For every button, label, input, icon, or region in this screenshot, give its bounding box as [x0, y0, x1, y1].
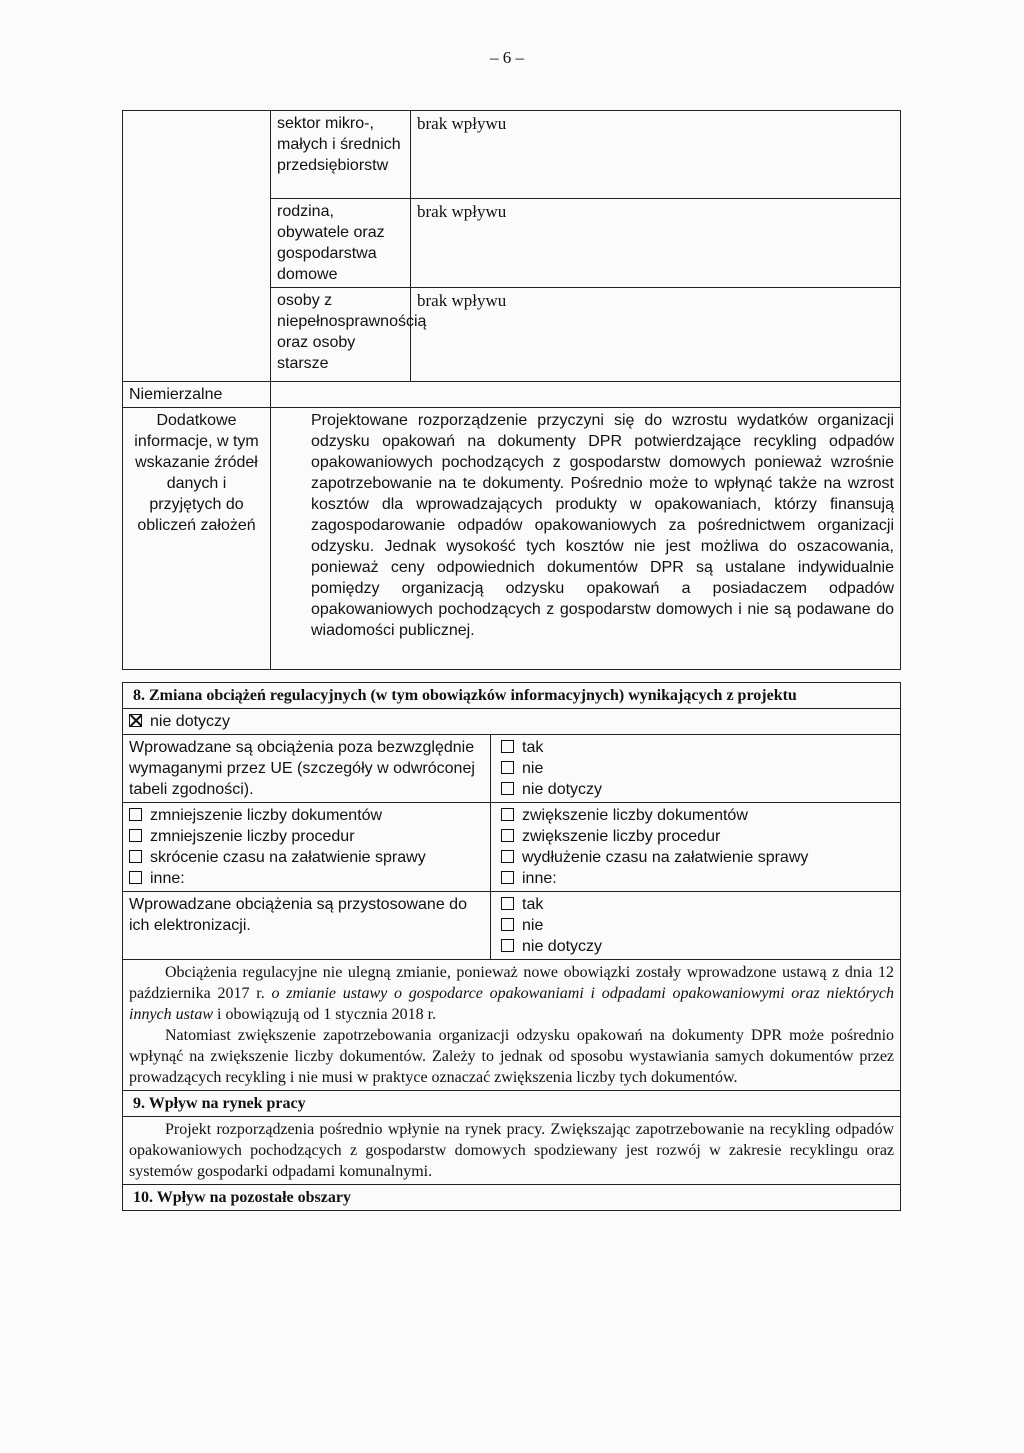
checkbox-icon[interactable]	[501, 829, 514, 842]
impact-table	[122, 110, 901, 670]
impact-group: rodzina, obywatele oraz gospodarstwa domowe	[271, 199, 411, 288]
unmeasurable-label: Niemierzalne	[123, 382, 271, 408]
additional-info-text: Projektowane rozporządzenie przyczyni się do wzrostu wydatków organizacji odzysku opakowań na dokumenty DPR potwierdzające recykling odpadów opakowaniowych pochodzących z gospodarstw domowych ponieważ wzrośnie zapotrzebowanie na te dokumenty. Pośrednio może to wpłynąć także na wzrost kosztów dla wprowadzających produkty w opakowaniach, którzy finansują zagospodarowanie odpadów opakowaniowych za pośrednictwem organizacji odzysku. Jednak wysokość tych kosztów nie jest możliwa do oszacowania, ponieważ ceny odpowiednich dokumentów DPR są ustalane indywidualnie pomiędzy organizacją odzysku opakowań a posiadaczem odpadów opakowaniowych pochodzących z gospodarstw domowych i nie są podawane do wiadomości publicznej.	[271, 408, 901, 670]
section-10-title: 10. Wpływ na pozostałe obszary	[123, 1185, 901, 1211]
checkbox-icon[interactable]	[501, 808, 514, 821]
q2-options: tak nie nie dotyczy	[491, 892, 901, 960]
q2-text: Wprowadzane obciążenia są przystosowane do ich elektronizacji.	[123, 892, 491, 960]
checkbox-icon[interactable]	[501, 850, 514, 863]
checkbox-icon[interactable]	[501, 782, 514, 795]
checkbox-icon[interactable]	[501, 740, 514, 753]
checkbox-icon[interactable]	[129, 829, 142, 842]
checkbox-icon[interactable]	[501, 897, 514, 910]
additional-info-label: Dodatkowe informacje, w tym wskazanie źródeł danych i przyjętych do obliczeń założeń	[123, 408, 271, 670]
section-9-title: 9. Wpływ na rynek pracy	[123, 1091, 901, 1117]
checkbox-icon[interactable]	[501, 918, 514, 931]
right-options: zwiększenie liczby dokumentów zwiększenie liczby procedur wydłużenie czasu na załatwienie sprawy inne:	[491, 803, 901, 892]
not-applicable-row: nie dotyczy	[123, 709, 901, 735]
section-8-comment: Obciążenia regulacyjne nie ulegną zmianie, ponieważ nowe obowiązki zostały wprowadzone ustawą z dnia 12 października 2017 r. o zmianie ustawy o gospodarce opakowaniami i odpadami opakowaniowymi oraz niektórych innych ustaw i obowiązują od 1 stycznia 2018 r. Natomiast zwiększenie zapotrzebowania organizacji odzysku opakowań na dokumenty DPR może pośrednio wpłynąć na zwiększenie liczby dokumentów. Zależy to jednak od sposobu wystawiania samych dokumentów przez prowadzących recykling i nie musi w praktyce oznaczać zwiększenia liczby tych dokumentów.	[123, 960, 901, 1091]
checkbox-icon[interactable]	[129, 871, 142, 884]
impact-effect: brak wpływu	[411, 288, 901, 382]
checkbox-checked-icon[interactable]	[129, 714, 142, 727]
impact-effect: brak wpływu	[411, 111, 901, 199]
checkbox-icon[interactable]	[501, 871, 514, 884]
left-options: zmniejszenie liczby dokumentów zmniejszenie liczby procedur skrócenie czasu na załatwienie sprawy inne:	[123, 803, 491, 892]
checkbox-icon[interactable]	[501, 761, 514, 774]
section-9-text: Projekt rozporządzenia pośrednio wpłynie na rynek pracy. Zwiększając zapotrzebowanie na recykling odpadów opakowaniowych pochodzących z gospodarstw domowych spodziewany jest rozwój w zakresie recyklingu oraz systemów gospodarki odpadami komunalnymi.	[123, 1117, 901, 1185]
impact-group: sektor mikro-, małych i średnich przedsiębiorstw	[271, 111, 411, 199]
section-8-table	[122, 682, 901, 1211]
section-8-title: 8. Zmiana obciążeń regulacyjnych (w tym obowiązków informacyjnych) wynikających z projektu	[123, 683, 901, 709]
q1-text: Wprowadzane są obciążenia poza bezwzględnie wymaganymi przez UE (szczegóły w odwróconej tabeli zgodności).	[123, 735, 491, 803]
page-number: – 6 –	[490, 48, 524, 67]
checkbox-icon[interactable]	[129, 850, 142, 863]
checkbox-icon[interactable]	[501, 939, 514, 952]
q1-options: tak nie nie dotyczy	[491, 735, 901, 803]
impact-effect: brak wpływu	[411, 199, 901, 288]
checkbox-icon[interactable]	[129, 808, 142, 821]
impact-group: osoby z niepełnosprawnością oraz osoby starsze	[271, 288, 411, 382]
